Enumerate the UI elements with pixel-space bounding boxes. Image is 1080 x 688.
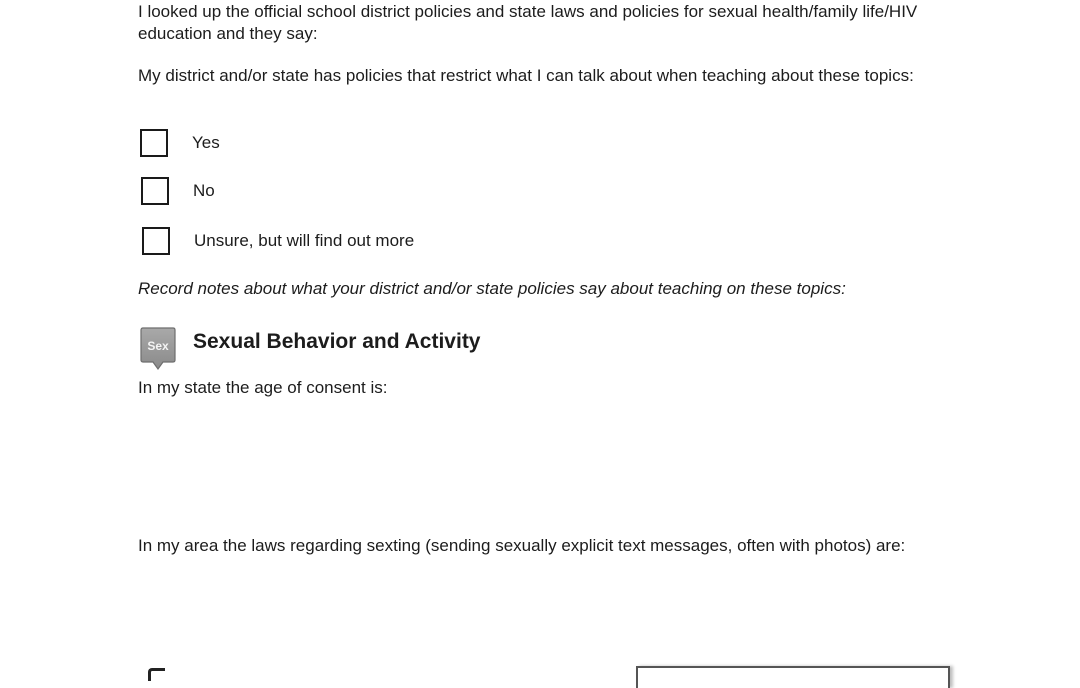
option-unsure[interactable]: [142, 224, 414, 258]
section-title: Sexual Behavior and Activity: [193, 330, 481, 353]
option-no[interactable]: [141, 174, 215, 208]
sexting-laws-prompt: In my area the laws regarding sexting (sending sexually explicit text messages, often with photos) are:: [138, 536, 906, 555]
no-checkbox[interactable]: [141, 177, 169, 205]
section-header: [140, 326, 481, 372]
policy-question: My district and/or state has policies that restrict what I can talk about when teaching about these topics:: [138, 66, 914, 85]
option-no-label: No: [193, 181, 215, 200]
callout-box: [636, 666, 950, 688]
option-yes-label: Yes: [192, 133, 220, 152]
yes-checkbox[interactable]: [140, 129, 168, 157]
unsure-checkbox[interactable]: [142, 227, 170, 255]
sex-speech-bubble-icon: [140, 326, 176, 372]
age-of-consent-prompt: In my state the age of consent is:: [138, 378, 388, 397]
intro-paragraph: I looked up the official school district policies and state laws and policies for sexual health/family life/HIV education and they say:: [138, 2, 918, 43]
sex-badge-label: Sex: [147, 339, 169, 353]
option-yes[interactable]: [140, 126, 220, 160]
notes-prompt: Record notes about what your district and/or state policies say about teaching on these topics:: [138, 279, 846, 298]
option-unsure-label: Unsure, but will find out more: [194, 231, 415, 250]
